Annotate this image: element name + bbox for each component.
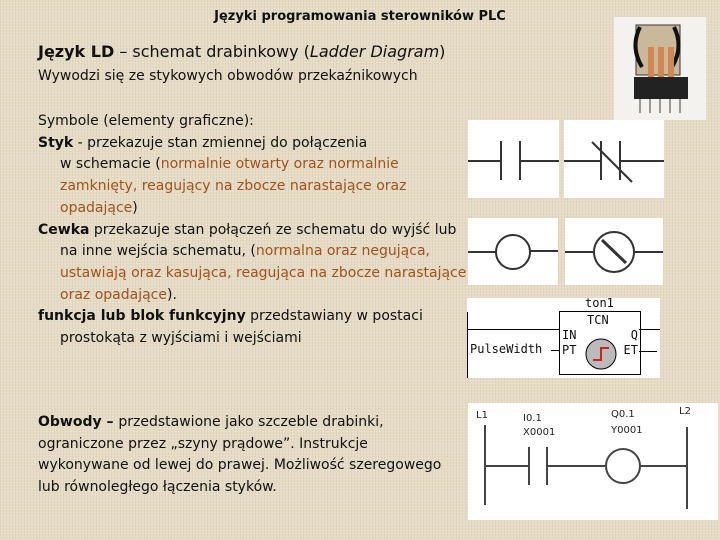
styk-close: ) — [132, 199, 138, 216]
subtitle-close: ) — [439, 42, 446, 61]
styk-paragraph — [38, 133, 468, 155]
funkcja-text: przedstawiany w postaci prostokąta z wyjściami i wejściami — [60, 308, 423, 347]
styk-text2: w schemacie ( — [60, 156, 161, 173]
subtitle-text: – schemat drabinkowy ( — [114, 42, 310, 61]
styk-detail — [38, 154, 468, 219]
origin-text: Wywodzi się ze stykowych obwodów przekaźnikowych — [38, 68, 418, 84]
subtitle-lang: Język LD — [38, 42, 115, 61]
funkcja-term: funkcja lub blok funkcyjny — [38, 308, 246, 325]
timer-pt-label: PT — [562, 343, 577, 357]
timer-q-label: Q — [630, 328, 638, 342]
clock-icon — [584, 337, 618, 371]
no-contact-symbol — [468, 120, 559, 198]
cewka-paragraph — [38, 220, 468, 307]
coil-tag: Y0001 — [611, 425, 643, 436]
obwody-paragraph — [38, 412, 458, 499]
relay-photo — [614, 17, 706, 120]
cewka-text: przekazuje stan połączeń ze schematu do wyjść lub na inne wejścia schematu, ( — [60, 221, 457, 260]
coil-symbol — [468, 218, 558, 285]
obwody-text: przedstawione jako szczeble drabinki, ograniczone przez „szyny prądowe”. Instrukcje wykonywane od lewej do prawej. Możliwość szeregowego lub równoległego łączenia styków. — [38, 414, 442, 496]
subtitle-italic: Ladder Diagram — [309, 42, 440, 61]
funkcja-paragraph — [38, 306, 460, 349]
timer-type: TCN — [587, 313, 609, 327]
ladder-rung — [468, 403, 718, 520]
negated-coil-symbol — [565, 218, 663, 285]
rail-l1-label: L1 — [476, 410, 488, 421]
cewka-term: Cewka — [38, 221, 90, 238]
cewka-close: ). — [166, 286, 177, 303]
styk-text: - przekazuje stan zmiennej do połączenia — [73, 134, 368, 151]
timer-input-var: PulseWidth — [470, 342, 543, 356]
nc-contact-symbol — [564, 120, 664, 198]
obwody-term: Obwody – — [38, 414, 119, 430]
rail-l2-label: L2 — [679, 406, 691, 417]
contact-tag: X0001 — [523, 427, 556, 438]
styk-highlight: normalnie otwarty oraz normalnie zamknięty, reagujący na zbocze narastające oraz opadające — [60, 156, 407, 216]
ladder-example — [468, 403, 718, 520]
symbols-section — [38, 111, 468, 350]
symbols-heading: Symbole (elementy graficzne): — [38, 113, 254, 129]
contact-address: I0.1 — [523, 413, 542, 424]
timer-block — [467, 298, 660, 378]
subtitle — [38, 42, 445, 61]
timer-box — [559, 311, 641, 375]
timer-et-label: ET — [623, 343, 638, 357]
coil-address: Q0.1 — [611, 409, 635, 420]
cewka-highlight: normalna oraz negująca, ustawiają oraz kasująca, reagująca na zbocze narastające oraz opadające — [60, 243, 467, 303]
timer-in-label: IN — [562, 328, 577, 342]
styk-term: Styk — [38, 134, 74, 151]
timer-instance: ton1 — [585, 296, 614, 310]
slide-title: Języki programowania sterowników PLC — [214, 9, 506, 24]
